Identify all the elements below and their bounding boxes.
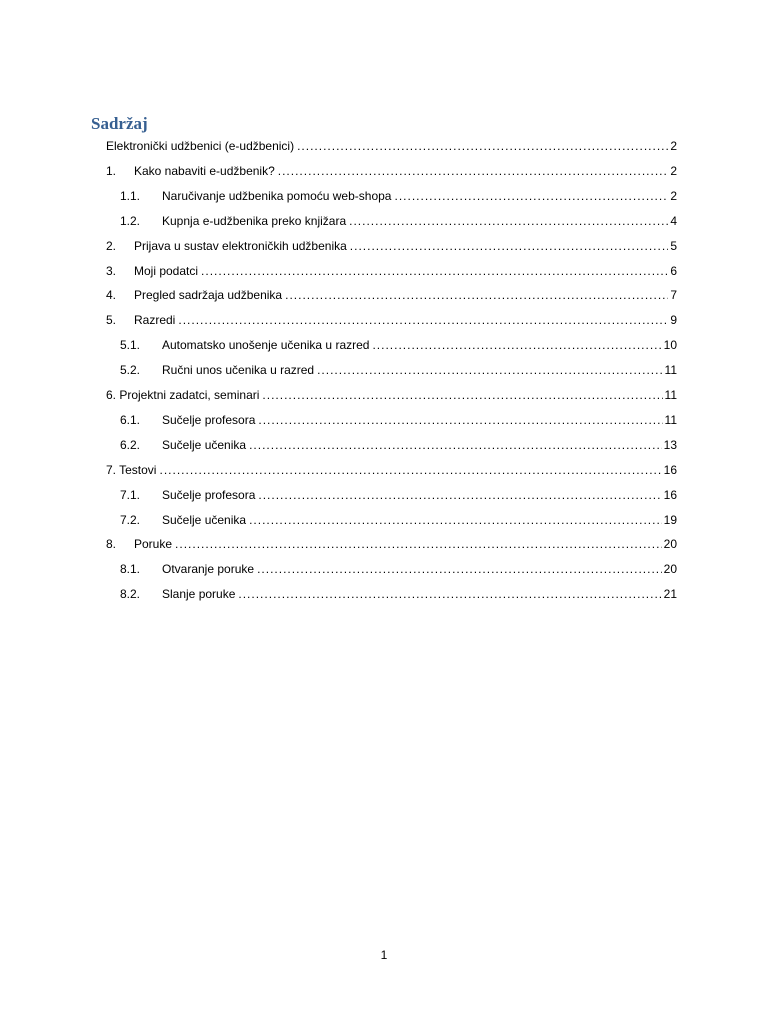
toc-entry-page[interactable]: 2 bbox=[670, 163, 677, 178]
toc-entry-number: 4. bbox=[106, 288, 117, 303]
toc-entry-number: 8.1. bbox=[120, 562, 141, 577]
toc-entry-number: 5. bbox=[106, 313, 117, 328]
toc-dot-leader bbox=[175, 535, 662, 553]
toc-entry-title[interactable]: Sučelje učenika bbox=[162, 512, 247, 527]
toc-entry-page[interactable]: 7 bbox=[670, 288, 677, 303]
toc-dot-leader bbox=[249, 511, 662, 529]
toc-entry-page[interactable]: 6 bbox=[670, 263, 677, 278]
toc-dot-leader bbox=[278, 162, 669, 180]
toc-entry-page[interactable]: 20 bbox=[663, 562, 677, 577]
toc-entry-number: 6.1. bbox=[120, 412, 141, 427]
toc-entry[interactable] bbox=[120, 212, 677, 230]
toc-entry-page[interactable]: 11 bbox=[664, 363, 677, 378]
toc-entry-title[interactable]: Moji podatci bbox=[134, 263, 199, 278]
toc-entry-page[interactable]: 11 bbox=[664, 388, 677, 402]
toc-entry-page[interactable]: 2 bbox=[670, 139, 677, 153]
toc-entry[interactable] bbox=[106, 237, 677, 255]
toc-entry-title[interactable]: Sučelje učenika bbox=[162, 437, 247, 452]
toc-entry[interactable] bbox=[106, 535, 677, 553]
toc-entry-page[interactable]: 20 bbox=[663, 537, 677, 552]
toc-dot-leader bbox=[349, 212, 668, 230]
toc-entry-title[interactable]: Slanje poruke bbox=[162, 587, 236, 602]
toc-entry-page[interactable]: 2 bbox=[670, 188, 677, 203]
toc-entry-number: 6.2. bbox=[120, 437, 141, 452]
toc-entry-page[interactable]: 16 bbox=[663, 487, 677, 502]
toc-dot-leader bbox=[297, 137, 668, 155]
toc-dot-leader bbox=[178, 311, 668, 329]
toc-dot-leader bbox=[258, 486, 661, 504]
page-number: 1 bbox=[380, 948, 388, 962]
toc-entry[interactable] bbox=[120, 560, 677, 578]
toc-entry[interactable] bbox=[120, 361, 677, 379]
toc-dot-leader bbox=[262, 386, 662, 404]
toc-entry[interactable] bbox=[120, 486, 677, 504]
toc-entry-page[interactable]: 19 bbox=[663, 512, 677, 527]
toc-entry-number: 2. bbox=[106, 238, 117, 253]
toc-entry[interactable] bbox=[106, 311, 677, 329]
toc-entry-title[interactable]: Sučelje profesora bbox=[162, 487, 256, 502]
toc-entry-page[interactable]: 5 bbox=[670, 238, 677, 253]
toc-entry-title[interactable]: Naručivanje udžbenika pomoću web-shopa bbox=[162, 188, 392, 203]
toc-entry[interactable] bbox=[106, 162, 677, 180]
toc-entry[interactable] bbox=[120, 511, 677, 529]
toc-entry[interactable] bbox=[106, 461, 677, 479]
toc-dot-leader bbox=[394, 187, 668, 205]
toc-entry-number: 8. bbox=[106, 537, 117, 552]
toc-entry[interactable] bbox=[106, 386, 677, 404]
toc-entry-number: 1. bbox=[106, 163, 117, 178]
toc-entry-page[interactable]: 21 bbox=[663, 587, 677, 602]
toc-entry[interactable] bbox=[120, 411, 677, 429]
toc-entry-page[interactable]: 11 bbox=[664, 412, 677, 427]
toc-entry-number: 5.1. bbox=[120, 338, 141, 353]
toc-entry-title[interactable]: Elektronički udžbenici (e-udžbenici) bbox=[106, 139, 295, 153]
toc-entry-page[interactable]: 13 bbox=[663, 437, 677, 452]
toc-entry-title[interactable]: 7. Testovi bbox=[106, 462, 157, 477]
toc-entry-number: 7.1. bbox=[120, 487, 141, 502]
toc-entry-title[interactable]: Sučelje profesora bbox=[162, 412, 256, 427]
toc-entry[interactable] bbox=[106, 286, 677, 304]
toc-entry[interactable] bbox=[106, 137, 677, 155]
toc-entry-title[interactable]: Kupnja e-udžbenika preko knjižara bbox=[162, 213, 347, 228]
toc-entry-number: 5.2. bbox=[120, 363, 141, 378]
toc-dot-leader bbox=[258, 411, 662, 429]
toc-entry[interactable] bbox=[120, 336, 677, 354]
toc-entry[interactable] bbox=[120, 585, 677, 603]
toc-entry-page[interactable]: 10 bbox=[663, 338, 677, 353]
toc-dot-leader bbox=[317, 361, 662, 379]
toc-entry[interactable] bbox=[120, 187, 677, 205]
toc-dot-leader bbox=[249, 436, 662, 454]
toc-dot-leader bbox=[238, 585, 661, 603]
toc-entry-title[interactable]: Razredi bbox=[134, 313, 176, 328]
toc-entry-title[interactable]: Ručni unos učenika u razred bbox=[162, 363, 315, 378]
toc-entry-title[interactable]: Otvaranje poruke bbox=[162, 562, 255, 577]
toc-entry-title[interactable]: Kako nabaviti e-udžbenik? bbox=[134, 163, 275, 178]
toc-entry-title[interactable]: 6. Projektni zadatci, seminari bbox=[106, 388, 260, 402]
toc-entry[interactable] bbox=[120, 436, 677, 454]
toc-entry-page[interactable]: 4 bbox=[670, 213, 677, 228]
toc-entry-title[interactable]: Poruke bbox=[134, 537, 173, 552]
toc-entry[interactable] bbox=[106, 262, 677, 280]
toc-entry-number: 7.2. bbox=[120, 512, 141, 527]
toc-entry-number: 1.2. bbox=[120, 213, 141, 228]
toc-dot-leader bbox=[201, 262, 668, 280]
toc-dot-leader bbox=[285, 286, 668, 304]
toc-dot-leader bbox=[159, 461, 661, 479]
toc-entry-number: 8.2. bbox=[120, 587, 141, 602]
toc-title: Sadržaj bbox=[91, 114, 148, 133]
toc-dot-leader bbox=[257, 560, 662, 578]
toc-entry-number: 3. bbox=[106, 263, 117, 278]
toc-entry-title[interactable]: Automatsko unošenje učenika u razred bbox=[162, 338, 370, 353]
toc-dot-leader bbox=[350, 237, 669, 255]
toc-entry-number: 1.1. bbox=[120, 188, 141, 203]
toc-entry-page[interactable]: 16 bbox=[663, 462, 677, 477]
toc-dot-leader bbox=[372, 336, 661, 354]
toc-entry-title[interactable]: Pregled sadržaja udžbenika bbox=[134, 288, 283, 303]
toc-entry-page[interactable]: 9 bbox=[670, 313, 677, 328]
toc-entry-title[interactable]: Prijava u sustav elektroničkih udžbenika bbox=[134, 238, 347, 253]
